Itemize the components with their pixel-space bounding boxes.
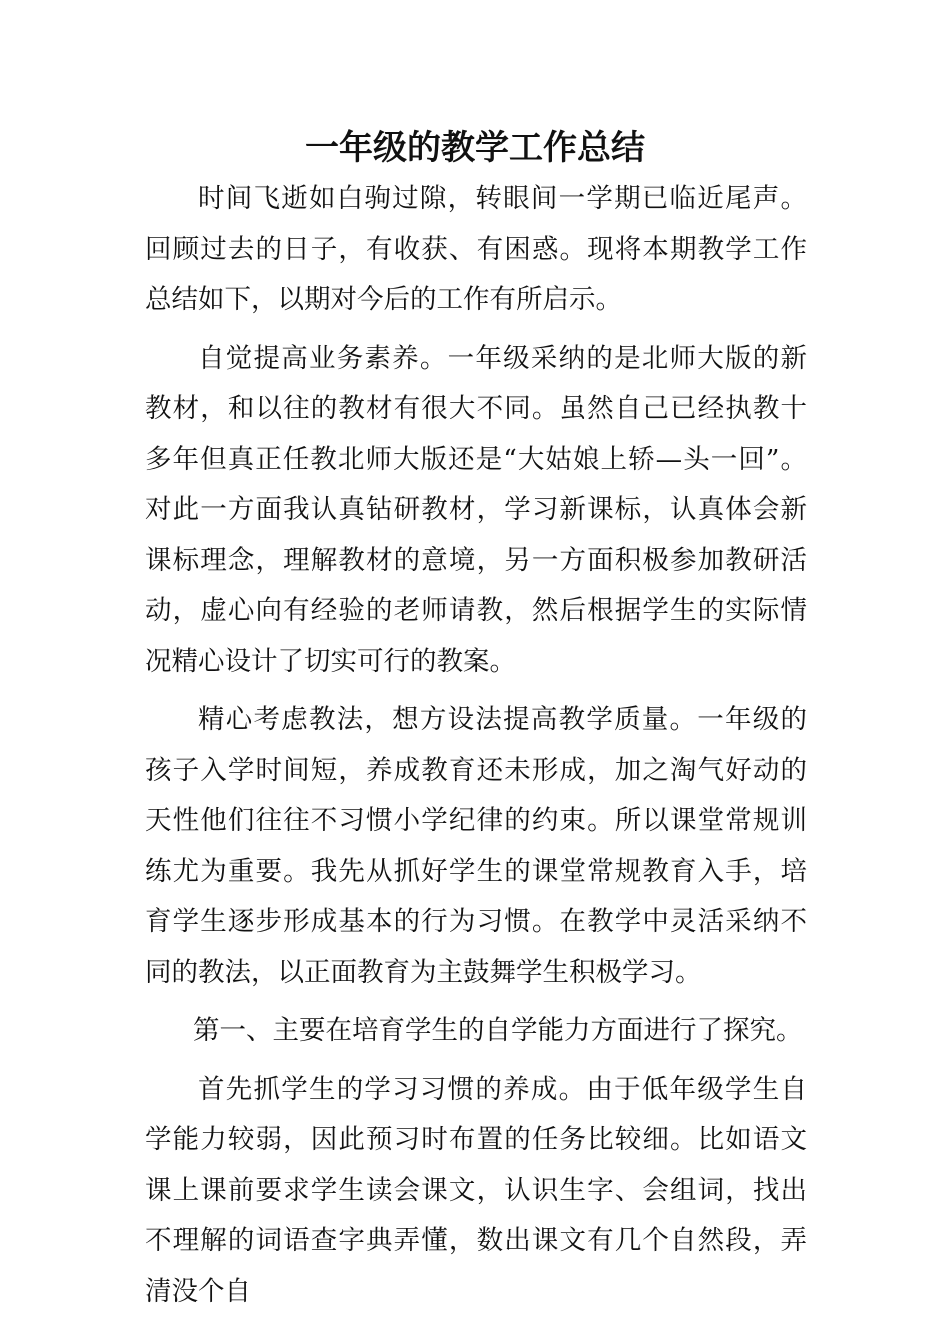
document-title: 一年级的教学工作总结	[305, 128, 645, 168]
paragraph-study-habits: 首先抓学生的学习习惯的养成。由于低年级学生自学能力较弱，因此预习时布置的任务比较细。比如语文课上课前要求学生读会课文，认识生字、会组词，找出不理解的词语查字典弄懂，数出课文有几个自然段，弄清没个自	[145, 1073, 807, 1307]
paragraph-section-heading: 第一、主要在培育学生的自学能力方面进行了探究。	[193, 1015, 803, 1046]
paragraph-professional-quality: 自觉提高业务素养。一年级采纳的是北师大版的新教材，和以往的教材有很大不同。虽然自己已经执教十多年但真正任教北师大版还是“大姑娘上轿—头一回”。对此一方面我认真钻研教材，学习新课标，认真体会新课标理念，理解教材的意境，另一方面积极参加教研活动，虚心向有经验的老师请教，然后根据学生的实际情况精心设计了切实可行的教案。	[145, 342, 807, 677]
paragraph-teaching-methods: 精心考虑教法，想方设法提高教学质量。一年级的孩子入学时间短，养成教育还未形成，加之淘气好动的天性他们往往不习惯小学纪律的约束。所以课堂常规训练尤为重要。我先从抓好学生的课堂常规教育入手，培育学生逐步形成基本的行为习惯。在教学中灵活采纳不同的教法，以正面教育为主鼓舞学生积极学习。	[145, 704, 807, 988]
paragraph-intro: 时间飞逝如白驹过隙，转眼间一学期已临近尾声。回顾过去的日子，有收获、有困惑。现将本期教学工作总结如下，以期对今后的工作有所启示。	[145, 183, 807, 315]
document-body	[145, 174, 807, 1325]
